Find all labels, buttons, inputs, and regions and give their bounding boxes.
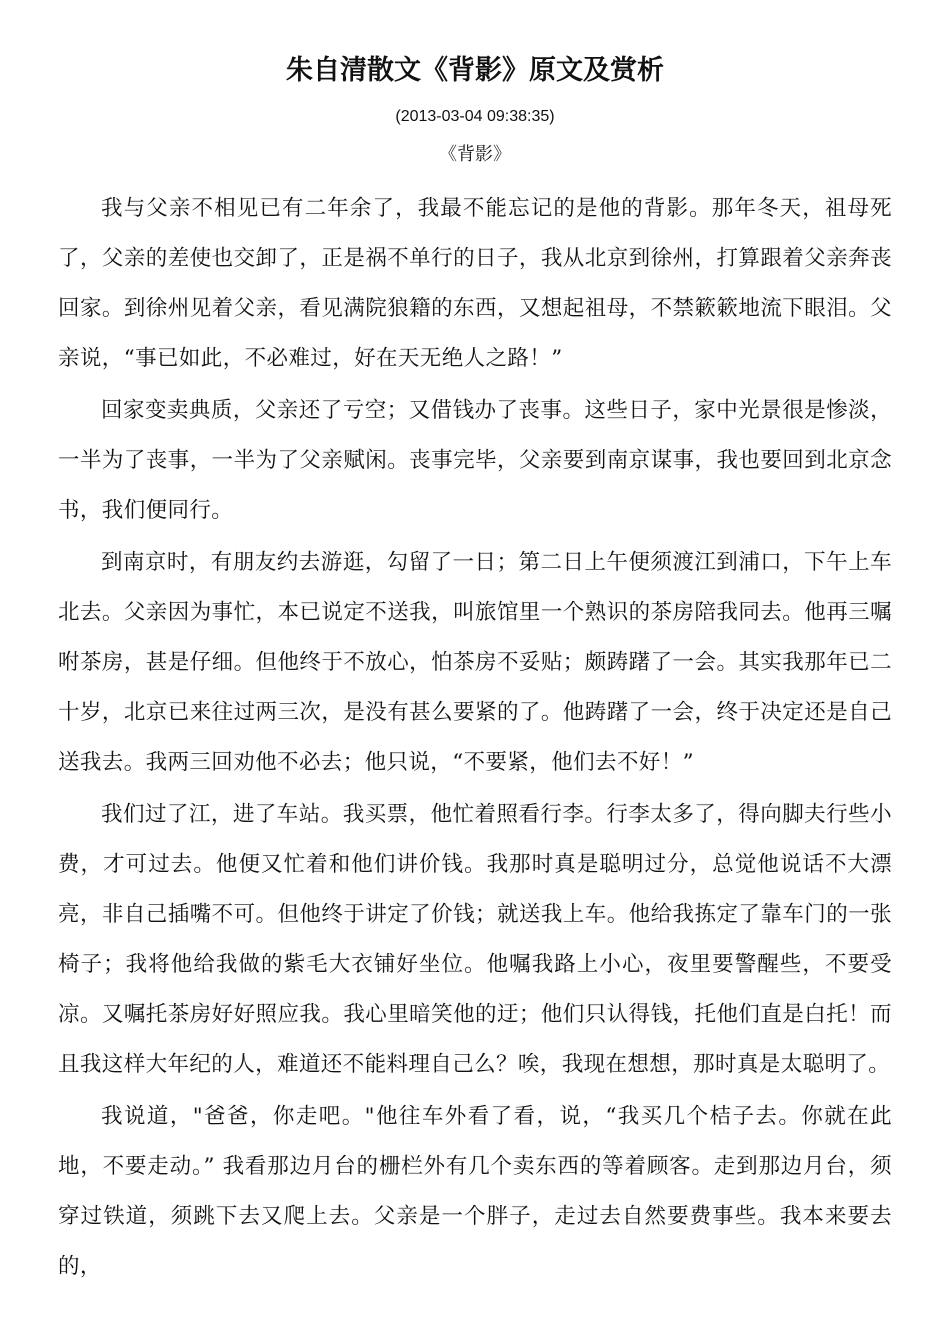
paragraph: 我说道，"爸爸，你走吧。"他往车外看了看，说，“我买几个桔子去。你就在此地，不要走动。” 我看那边月台的栅栏外有几个卖东西的等着顾客。走到那边月台，须穿过铁道，须跳下去又爬上去。父亲是一个胖子，走过去自然要费事些。我本来要去的， [58,1104,892,1279]
paragraph: 回家变卖典质，父亲还了亏空；又借钱办了丧事。这些日子，家中光景很是惨淡，一半为了丧事，一半为了父亲赋闲。丧事完毕，父亲要到南京谋事，我也要回到北京念书，我们便同行。 [58,398,892,523]
essay-body [58,184,892,1294]
essay-title: 《背影》 [439,144,511,165]
paragraph: 我们过了江，进了车站。我买票，他忙着照看行李。行李太多了，得向脚夫行些小费，才可过去。他便又忙着和他们讲价钱。我那时真是聪明过分，总觉他说话不大漂亮，非自己插嘴不可。但他终于讲定了价钱；就送我上车。他给我拣定了靠车门的一张椅子；我将他给我做的紫毛大衣铺好坐位。他嘱我路上小心，夜里要警醒些，不要受凉。又嘱托茶房好好照应我。我心里暗笑他的迂；他们只认得钱，托他们直是白托！而且我这样大年纪的人，难道还不能料理自己么？唉，我现在想想，那时真是太聪明了。 [58,802,892,1077]
document-title: 朱自清散文《背影》原文及赏析 [286,55,664,86]
paragraph: 到南京时，有朋友约去游逛，勾留了一日；第二日上午便须渡江到浦口，下午上车北去。父亲因为事忙，本已说定不送我，叫旅馆里一个熟识的茶房陪我同去。他再三嘱咐茶房，甚是仔细。但他终于不放心，怕茶房不妥贴；颇踌躇了一会。其实我那年已二十岁，北京已来往过两三次，是没有甚么要紧的了。他踌躇了一会，终于决定还是自己送我去。我两三回劝他不必去；他只说，“不要紧，他们去不好！” [58,550,892,775]
post-date: (2013-03-04 09:38:35) [395,108,555,125]
paragraph: 我与父亲不相见已有二年余了，我最不能忘记的是他的背影。那年冬天，祖母死了，父亲的差使也交卸了，正是祸不单行的日子，我从北京到徐州，打算跟着父亲奔丧回家。到徐州见着父亲，看见满院狼籍的东西，又想起祖母，不禁簌簌地流下眼泪。父亲说，“事已如此，不必难过，好在天无绝人之路！” [58,196,892,371]
